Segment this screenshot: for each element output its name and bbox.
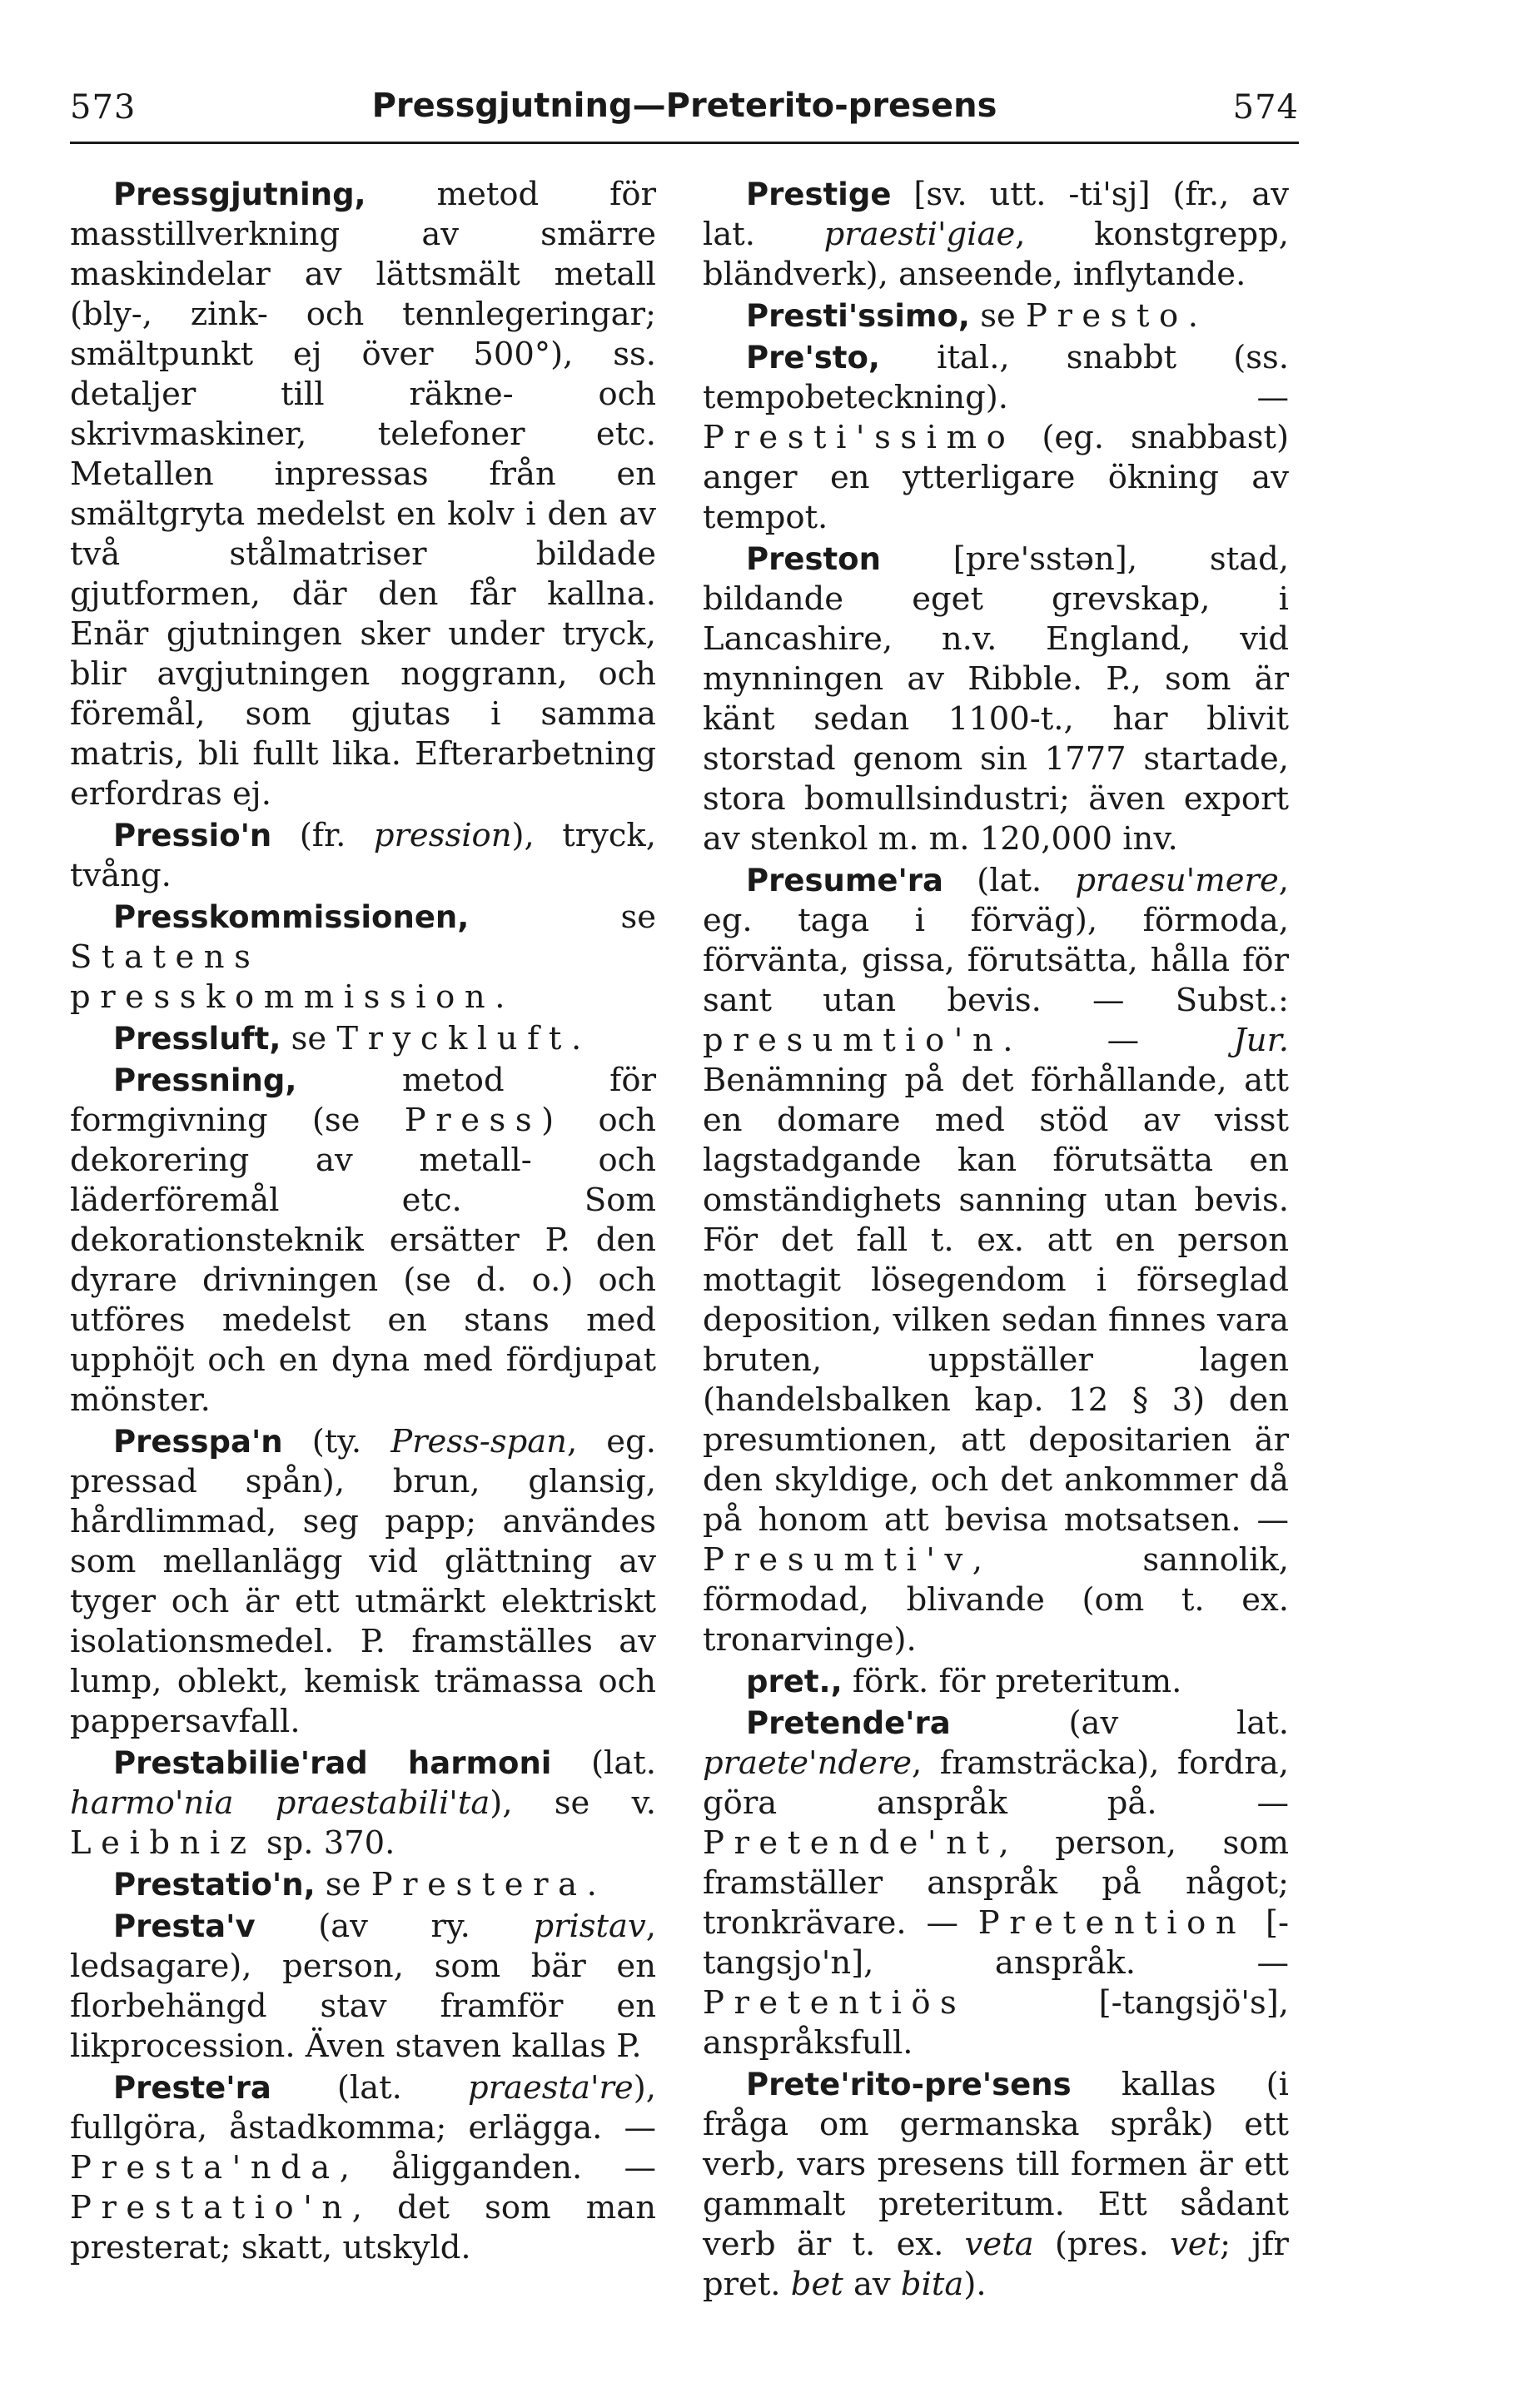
headword: Preste'ra <box>113 2070 271 2106</box>
cross-reference: Presumti'v <box>703 1541 972 1579</box>
headword: Presta'v <box>113 1908 256 1944</box>
cross-reference: Leibniz <box>70 1824 256 1862</box>
headword: Pre'sto, <box>746 340 880 376</box>
entry-preston: Preston [pre'sstən], stad, bildande eget grevskap, i Lancashire, n.v. England, vid mynningen av Ribble. P., som är känt sedan 1100-t., har blivit storstad genom sin 1777 startade, stora bomullsindustri; även export av stenkol m. m. 120,000 inv. <box>703 540 1289 858</box>
cross-reference: Pretende'nt <box>703 1824 999 1862</box>
entry-presto: Pre'sto, ital., snabbt (ss. tempobeteckning). — Presti'ssimo (eg. snabbast) anger en ytterligare ökning av tempot. <box>703 339 1289 536</box>
cross-reference: Presto <box>1025 297 1188 335</box>
headword: Presskommissionen, <box>113 899 470 935</box>
cross-reference: Prestera <box>371 1866 587 1903</box>
headword: Pressning, <box>113 1062 297 1098</box>
entry-pret: pret., förk. för preteritum. <box>746 1663 1182 1700</box>
headword: Pressgjutning, <box>113 177 366 212</box>
entry-pressning: Pressning, metod för formgivning (se Press) och dekorering av metall- och läderföremål etc. Som dekorationsteknik ersätter P. den dyrare drivningen (se d. o.) och utföres medelst en stans med upphöjt och en dyna med fördjupat mönster. <box>70 1062 656 1419</box>
entry-prestige: Prestige [sv. utt. -ti'sj] (fr., av lat. praesti'giae, konstgrepp, bländverk), anseende, inflytande. <box>703 176 1289 293</box>
cross-reference: Pretentiös <box>703 1984 967 2022</box>
cross-reference: Pretention <box>977 1904 1246 1942</box>
cross-reference: Statens presskommission <box>70 938 495 1016</box>
entry-presspan: Presspa'n (ty. Press-span, eg. pressad spån), brun, glansig, hårdlimmad, seg papp; användes som mellanlägg vid glättning av tyger och är ett utmärkt elektriskt isolationsmedel. P. framställes av lump, oblekt, kemisk trämassa och pappersavfall. <box>70 1423 656 1740</box>
cross-reference: Press <box>404 1102 542 1139</box>
page-number-right: 574 <box>1232 88 1299 127</box>
headword: Pressio'n <box>113 818 272 853</box>
cross-reference: presumtio'n <box>703 1022 1003 1059</box>
running-header <box>70 83 1299 144</box>
entry-prestation: Prestatio'n, se Prestera. <box>113 1866 597 1903</box>
entry-prestera: Preste'ra (lat. praesta're), fullgöra, åstadkomma; erlägga. — Presta'nda, åligganden. — Prestatio'n, det som man presterat; skatt, utskyld. <box>70 2069 656 2266</box>
headword: Prete'rito-pre'sens <box>746 2067 1072 2102</box>
left-column <box>70 175 656 2270</box>
headword: Prestatio'n, <box>113 1867 316 1903</box>
entry-pressluft: Pressluft, se Tryckluft. <box>113 1020 582 1057</box>
entry-pression: Pressio'n (fr. pression), tryck, tvång. <box>70 817 656 894</box>
headword: Prestabilie'rad harmoni <box>113 1745 552 1781</box>
headword: pret., <box>746 1664 843 1699</box>
entry-prestabilierad-harmoni: Prestabilie'rad harmoni (lat. harmo'nia praestabili'ta), se v. Leibniz sp. 370. <box>70 1744 656 1862</box>
headword: Presspa'n <box>113 1424 283 1460</box>
cross-reference: Tryckluft <box>336 1020 571 1057</box>
right-column <box>703 175 1289 2306</box>
headword: Presume'ra <box>746 863 944 898</box>
headword: Pretende'ra <box>746 1705 951 1741</box>
entry-pretendera: Pretende'ra (av lat. praete'ndere, framsträcka), fordra, göra anspråk på. — Pretende'nt, person, som framställer anspråk på något; tronkrävare. — Pretention [-tangsjo'n], anspråk. — Pretentiös [-tangsjö's], anspråksfull. <box>703 1704 1289 2062</box>
cross-reference: Prestatio'n <box>70 2189 352 2226</box>
entry-presumera: Presume'ra (lat. praesu'mere, eg. taga i förväg), förmoda, förvänta, gissa, förutsätta, hålla för sant utan bevis. — Subst.: presumtio'n. — Jur. Benämning på det förhållande, att en domare med stöd av visst lagstadgande kan förutsätta en omständighets sanning utan bevis. För det fall t. ex. att en person mottagit lösegendom i förseglad deposition, vilken sedan finnes vara bruten, uppställer lagen (handelsbalken kap. 12 § 3) den presumtionen, att depositarien är den skyldige, och det ankommer då på honom att bevisa motsatsen. — Presumti'v, sannolik, förmodad, blivande (om t. ex. tronarvinge). <box>703 862 1289 1659</box>
headword: Prestige <box>746 177 892 212</box>
headword: Presti'ssimo, <box>746 298 970 334</box>
entry-presskommissionen: Presskommissionen, se Statens presskommission. <box>70 898 656 1016</box>
header-title: Pressgjutning—Preterito-presens <box>371 87 997 125</box>
headword: Preston <box>746 541 881 577</box>
cross-reference: Presti'ssimo <box>703 419 1016 456</box>
cross-reference: Presta'nda <box>70 2149 340 2187</box>
entry-prestissimo: Presti'ssimo, se Presto. <box>746 297 1199 335</box>
entry-prestav: Presta'v (av ry. pristav, ledsagare), person, som bär en florbehängd stav framför en likprocession. Även staven kallas P. <box>70 1908 656 2065</box>
headword: Pressluft, <box>113 1021 281 1057</box>
entry-pressgjutning: Pressgjutning, metod för masstillverkning av smärre maskindelar av lättsmält metall (bly-, zink- och tennlegeringar; smältpunkt ej över 500°), ss. detaljer till räkne- och skrivmaskiner, telefoner etc. Metallen inpressas från en smältgryta medelst en kolv i den av två stålmatriser bildade gjutformen, där den får kallna. Enär gjutningen sker under tryck, blir avgjutningen noggrann, och föremål, som gjutas i samma matris, bli fullt lika. Efterarbetning erfordras ej. <box>70 176 656 813</box>
page-number-left: 573 <box>70 88 137 127</box>
entry-preterito-presens: Prete'rito-pre'sens kallas (i fråga om germanska språk) ett verb, vars presens till formen är ett gammalt preteritum. Ett sådant verb är t. ex. veta (pres. vet; jfr pret. bet av bita). <box>703 2066 1289 2303</box>
